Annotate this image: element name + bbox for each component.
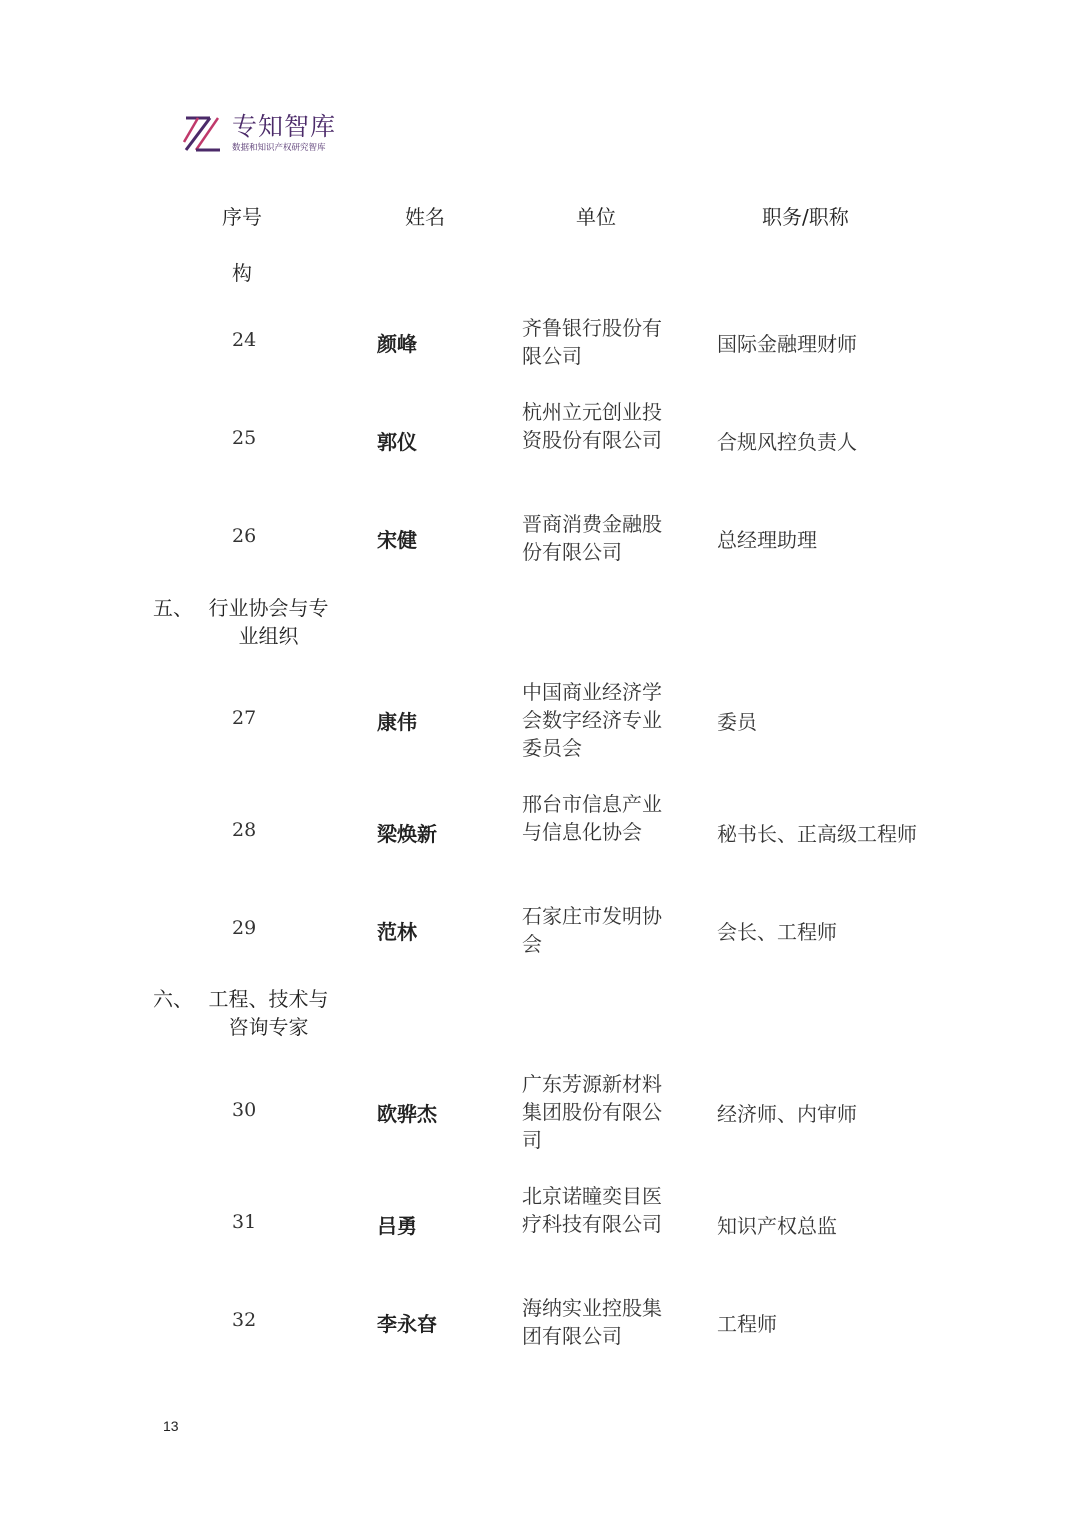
- row-title: 合规风控负责人: [717, 430, 857, 454]
- section-label: 工程、技术与咨询专家: [208, 987, 329, 1039]
- row-number: 26: [232, 525, 257, 547]
- row-number: 29: [232, 917, 257, 939]
- continued-category: 构: [232, 261, 252, 285]
- page-number: 13: [163, 1418, 179, 1434]
- row-name: 康伟: [377, 710, 417, 734]
- logo-subtitle: 数据和知识产权研究智库: [232, 143, 326, 153]
- logo: [180, 112, 350, 156]
- logo-mark-icon: [180, 112, 224, 156]
- row-unit: 广东芳源新材料集团股份有限公司: [522, 1072, 662, 1152]
- row-number: 30: [232, 1099, 257, 1121]
- row-title: 国际金融理财师: [717, 332, 857, 356]
- row-name: 颜峰: [377, 332, 417, 356]
- row-name: 欧骅杰: [377, 1102, 437, 1126]
- row-name: 梁焕新: [377, 822, 437, 846]
- header-name: 姓名: [405, 205, 445, 229]
- row-title: 知识产权总监: [717, 1214, 837, 1238]
- row-title: 会长、工程师: [717, 920, 837, 944]
- row-name: 李永昚: [377, 1312, 437, 1336]
- row-unit: 晋商消费金融股份有限公司: [522, 512, 662, 564]
- row-number: 25: [232, 427, 257, 449]
- header-unit: 单位: [576, 205, 616, 229]
- section-number: 五、: [153, 596, 193, 620]
- header-no: 序号: [222, 205, 262, 229]
- row-name: 郭仪: [377, 430, 417, 454]
- section-number: 六、: [153, 987, 193, 1011]
- row-name: 宋健: [377, 528, 417, 552]
- row-name: 范林: [377, 920, 417, 944]
- row-unit: 中国商业经济学会数字经济专业委员会: [522, 680, 662, 760]
- row-number: 27: [232, 707, 257, 729]
- row-number: 31: [232, 1211, 257, 1233]
- row-title: 秘书长、正高级工程师: [717, 822, 917, 846]
- row-number: 32: [232, 1309, 257, 1331]
- row-name: 吕勇: [377, 1214, 417, 1238]
- row-title: 工程师: [717, 1312, 777, 1336]
- section-label: 行业协会与专业组织: [208, 596, 329, 648]
- row-unit: 杭州立元创业投资股份有限公司: [522, 400, 662, 452]
- row-title: 经济师、内审师: [717, 1102, 857, 1126]
- row-unit: 邢台市信息产业与信息化协会: [522, 792, 662, 844]
- row-title: 委员: [717, 710, 757, 734]
- row-unit: 海纳实业控股集团有限公司: [522, 1296, 662, 1348]
- row-title: 总经理助理: [717, 528, 817, 552]
- header-title: 职务/职称: [762, 205, 849, 229]
- logo-title: 专知智库: [232, 112, 337, 141]
- row-unit: 齐鲁银行股份有限公司: [522, 316, 662, 368]
- row-number: 24: [232, 329, 257, 351]
- row-unit: 北京诺瞳奕目医疗科技有限公司: [522, 1184, 662, 1236]
- row-unit: 石家庄市发明协会: [522, 904, 662, 956]
- row-number: 28: [232, 819, 257, 841]
